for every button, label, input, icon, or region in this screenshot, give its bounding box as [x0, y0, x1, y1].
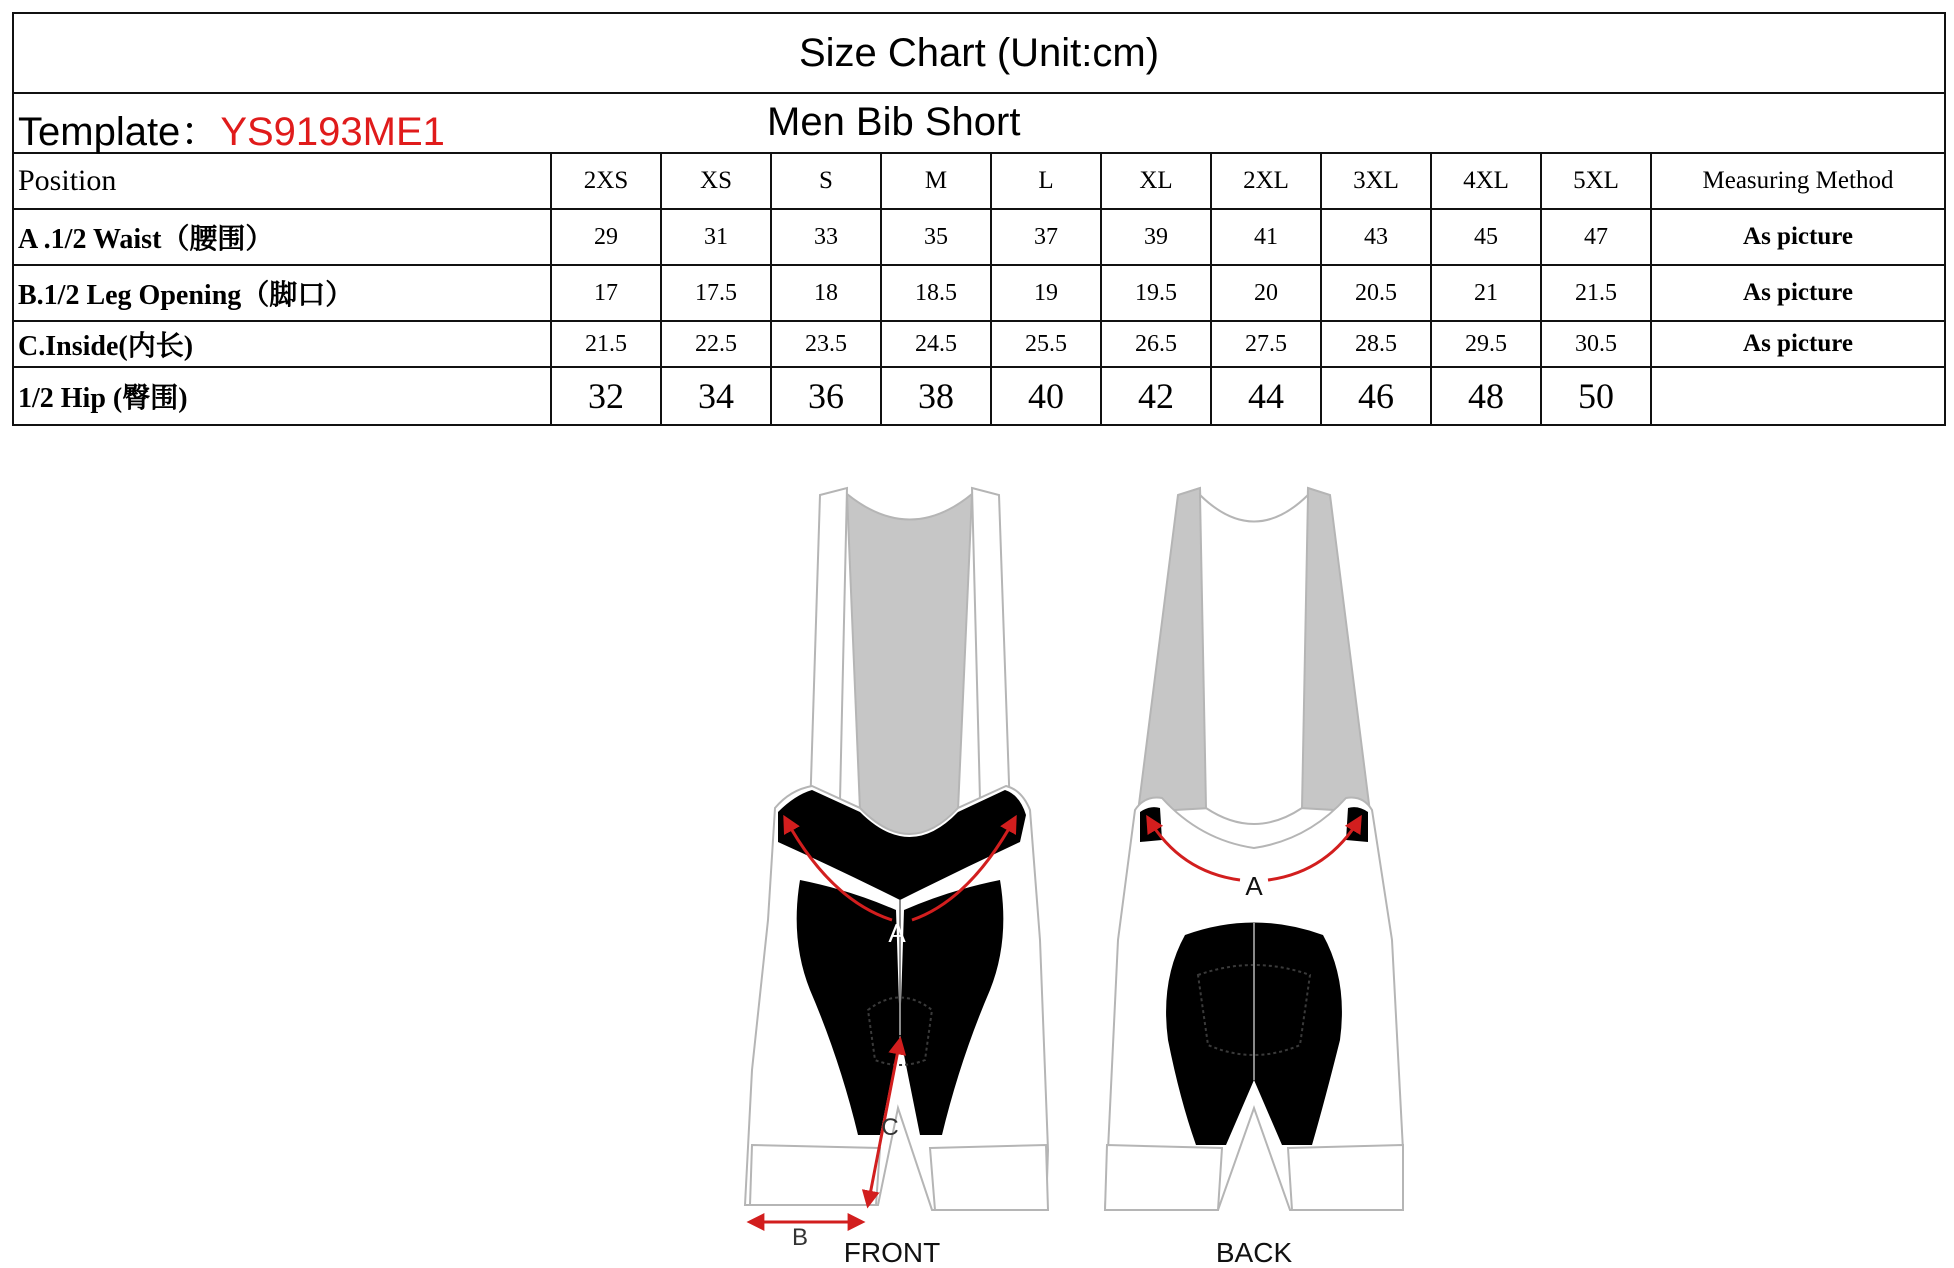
cell-value: 44 [1211, 367, 1321, 425]
cell-value: 31 [661, 209, 771, 265]
cell-value: 30.5 [1541, 321, 1651, 367]
cell-value: 38 [881, 367, 991, 425]
table-row [13, 367, 1945, 425]
cell-value: 29 [551, 209, 661, 265]
header-size: 5XL [1541, 153, 1651, 209]
front-marker-b: B [791, 1224, 809, 1251]
row-method: As picture [1651, 265, 1945, 321]
row-label: B.1/2 Leg Opening（脚口） [13, 265, 551, 321]
chart-title: Size Chart (Unit:cm) [13, 13, 1945, 93]
cell-value: 29.5 [1431, 321, 1541, 367]
product-name: Men Bib Short [767, 100, 1021, 144]
cell-value: 17.5 [661, 265, 771, 321]
cell-value: 50 [1541, 367, 1651, 425]
cell-value: 20 [1211, 265, 1321, 321]
row-label: 1/2 Hip (臀围) [13, 367, 551, 425]
cell-value: 39 [1101, 209, 1211, 265]
cell-value: 22.5 [661, 321, 771, 367]
cell-value: 17 [551, 265, 661, 321]
row-method: As picture [1651, 321, 1945, 367]
header-size: XL [1101, 153, 1211, 209]
size-chart [12, 12, 1944, 426]
back-strap-right [1300, 488, 1370, 812]
cell-value: 43 [1321, 209, 1431, 265]
cell-value: 21 [1431, 265, 1541, 321]
cell-value: 36 [771, 367, 881, 425]
cell-value: 48 [1431, 367, 1541, 425]
cell-value: 45 [1431, 209, 1541, 265]
front-marker-a: A [888, 918, 906, 948]
cell-value: 34 [661, 367, 771, 425]
front-strap-right [972, 488, 1010, 812]
header-size: 2XS [551, 153, 661, 209]
header-size: M [881, 153, 991, 209]
size-chart-table [12, 12, 1946, 426]
front-mesh [847, 494, 972, 840]
header-size: 2XL [1211, 153, 1321, 209]
table-row [13, 209, 1945, 265]
table-row [13, 265, 1945, 321]
cell-value: 20.5 [1321, 265, 1431, 321]
front-strap-left [810, 488, 847, 812]
template-label: Template： [18, 110, 221, 154]
back-mesh [1200, 495, 1308, 824]
row-method [1651, 367, 1945, 425]
table-row [13, 321, 1945, 367]
header-size: S [771, 153, 881, 209]
back-view [1105, 488, 1403, 1268]
cell-value: 23.5 [771, 321, 881, 367]
front-cuff-right [930, 1145, 1048, 1210]
front-label: FRONT [843, 1237, 941, 1268]
row-label: C.Inside(内长) [13, 321, 551, 367]
cell-value: 19.5 [1101, 265, 1211, 321]
cell-value: 41 [1211, 209, 1321, 265]
cell-value: 24.5 [881, 321, 991, 367]
cell-value: 42 [1101, 367, 1211, 425]
cell-value: 18 [771, 265, 881, 321]
cell-value: 32 [551, 367, 661, 425]
cell-value: 21.5 [1541, 265, 1651, 321]
header-method: Measuring Method [1651, 153, 1945, 209]
cell-value: 40 [991, 367, 1101, 425]
cell-value: 28.5 [1321, 321, 1431, 367]
header-size: 4XL [1431, 153, 1541, 209]
cell-value: 46 [1321, 367, 1431, 425]
header-size: 3XL [1321, 153, 1431, 209]
header-size: XS [661, 153, 771, 209]
cell-value: 21.5 [551, 321, 661, 367]
template-code: YS9193ME1 [220, 110, 445, 154]
row-label: A .1/2 Waist（腰围） [13, 209, 551, 265]
row-method: As picture [1651, 209, 1945, 265]
back-label: BACK [1215, 1237, 1293, 1268]
header-row [13, 153, 1945, 209]
bib-short-diagram [0, 440, 1954, 1268]
cell-value: 33 [771, 209, 881, 265]
front-view [745, 488, 1048, 1268]
header-size: L [991, 153, 1101, 209]
cell-value: 26.5 [1101, 321, 1211, 367]
cell-value: 47 [1541, 209, 1651, 265]
back-strap-left [1138, 488, 1210, 812]
cell-value: 27.5 [1211, 321, 1321, 367]
template-field [18, 100, 445, 157]
header-position: Position [13, 153, 551, 209]
cell-value: 18.5 [881, 265, 991, 321]
back-cuff-right [1288, 1145, 1403, 1210]
template-row [13, 93, 1945, 153]
front-marker-c: C [881, 1114, 899, 1141]
cell-value: 35 [881, 209, 991, 265]
back-cuff-left [1105, 1145, 1222, 1210]
cell-value: 19 [991, 265, 1101, 321]
front-cuff-left [750, 1145, 880, 1205]
cell-value: 25.5 [991, 321, 1101, 367]
cell-value: 37 [991, 209, 1101, 265]
back-marker-a: A [1245, 871, 1263, 901]
